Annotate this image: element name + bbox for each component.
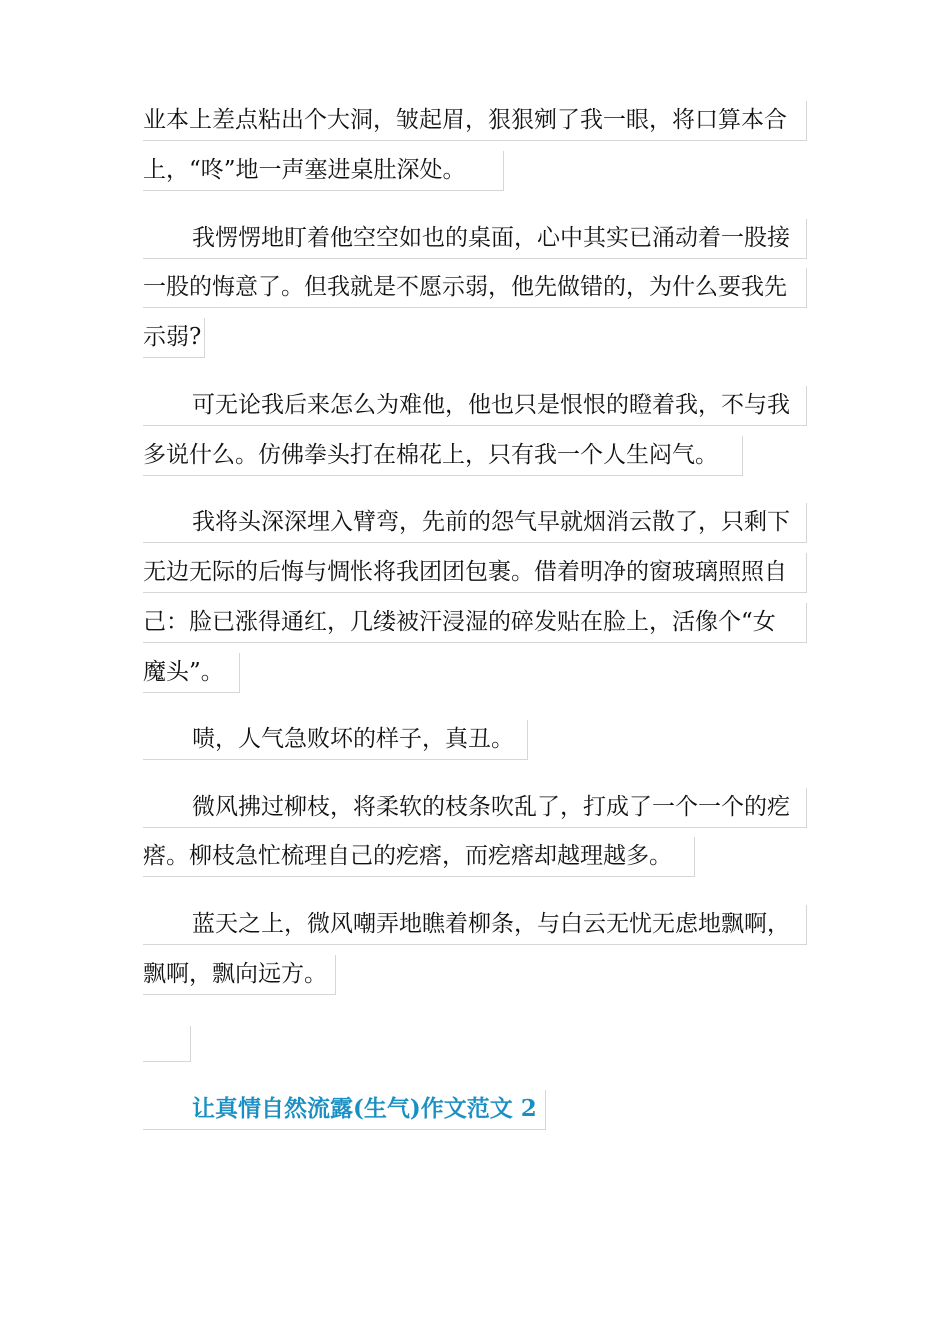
paragraph-line: 魔头”。 (143, 653, 240, 693)
empty-line (143, 1026, 191, 1062)
paragraph-line: 己：脸已涨得通红，几缕被汗浸湿的碎发贴在脸上，活像个“女 (143, 603, 807, 643)
paragraph-line: 多说什么。仿佛拳头打在棉花上，只有我一个人生闷气。 (143, 436, 743, 476)
paragraph-line: 我将头深深埋入臂弯，先前的怨气早就烟消云散了，只剩下 (143, 503, 807, 543)
paragraph-line: 示弱? (143, 318, 205, 358)
paragraph-line: 微风拂过柳枝，将柔软的枝条吹乱了，打成了一个一个的疙 (143, 788, 807, 828)
paragraph-line: 飘啊，飘向远方。 (143, 955, 336, 995)
paragraph-line: 业本上差点粘出个大洞，皱起眉，狠狠剜了我一眼，将口算本合 (143, 101, 807, 141)
paragraph-line: 蓝天之上，微风嘲弄地瞧着柳条，与白云无忧无虑地飘啊， (143, 905, 807, 945)
paragraph-line: 一股的悔意了。但我就是不愿示弱，他先做错的，为什么要我先 (143, 268, 807, 308)
paragraph-line: 无边无际的后悔与惆怅将我团团包裹。借着明净的窗玻璃照照自 (143, 553, 807, 593)
section-heading: 让真情自然流露(生气)作文范文 2 (143, 1090, 546, 1130)
paragraph-line: 可无论我后来怎么为难他，他也只是恨恨的瞪着我，不与我 (143, 386, 807, 426)
paragraph-line: 我愣愣地盯着他空空如也的桌面，心中其实已涌动着一股接 (143, 219, 807, 259)
paragraph-line: 啧，人气急败坏的样子，真丑。 (143, 720, 528, 760)
paragraph-line: 上，“咚”地一声塞进桌肚深处。 (143, 151, 504, 191)
paragraph-line: 瘩。柳枝急忙梳理自己的疙瘩，而疙瘩却越理越多。 (143, 837, 695, 877)
